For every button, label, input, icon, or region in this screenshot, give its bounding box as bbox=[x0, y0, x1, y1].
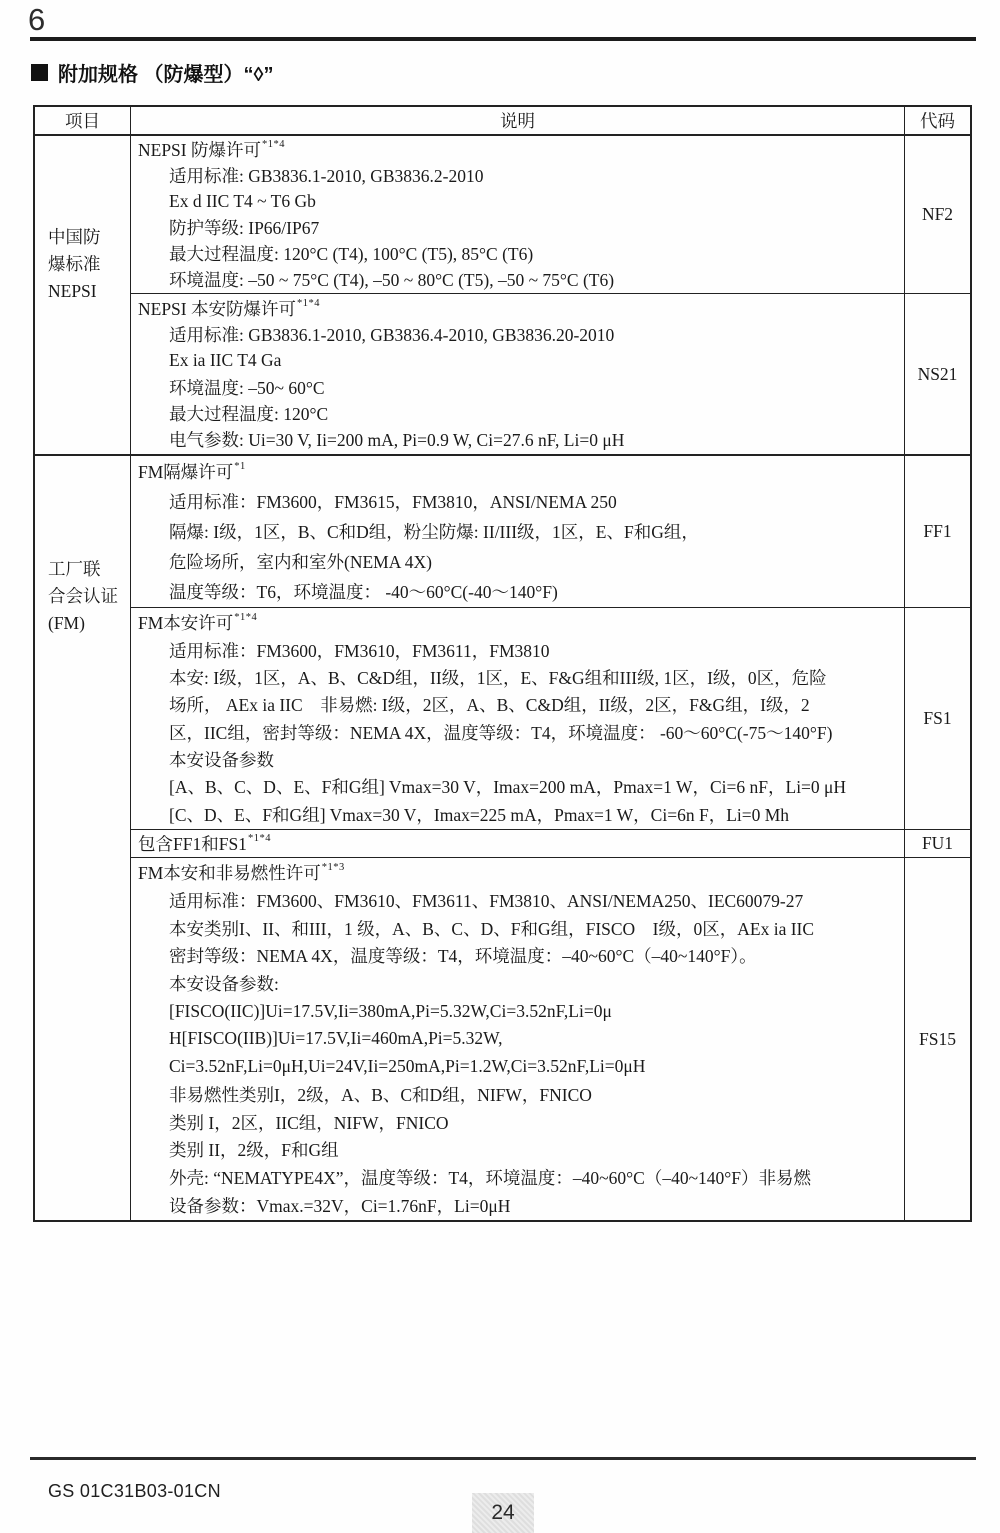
description-cell bbox=[131, 136, 904, 293]
description-line bbox=[131, 457, 902, 487]
description-line bbox=[131, 1025, 902, 1053]
table-group bbox=[35, 454, 970, 1220]
description-text: 适用标准: GB3836.1-2010, GB3836.2-2010 bbox=[169, 166, 484, 187]
option-code-cell: NS21 bbox=[904, 294, 970, 454]
description-text: 本安设备参数 bbox=[169, 750, 274, 771]
option-code-cell: FF1 bbox=[904, 456, 970, 607]
description-text: 适用标准: GB3836.1-2010, GB3836.4-2010, GB3836.20-2010 bbox=[169, 324, 615, 345]
option-code-cell: FU1 bbox=[904, 830, 970, 857]
item-category-cell bbox=[35, 136, 131, 454]
description-line bbox=[131, 773, 902, 800]
table-header-row bbox=[35, 107, 970, 136]
table-row bbox=[131, 608, 970, 830]
description-text: 包含FF1和FS1 bbox=[138, 834, 247, 854]
table-row bbox=[131, 294, 970, 454]
description-text: 最大过程温度: 120°C bbox=[169, 403, 329, 424]
footnote-marker: *1*4 bbox=[247, 833, 271, 844]
description-text: 环境温度: –50~ 60°C bbox=[169, 377, 325, 398]
description-line bbox=[131, 887, 902, 915]
description-line bbox=[131, 746, 902, 773]
item-category-cell bbox=[35, 456, 131, 1220]
description-text: FM本安和非易燃性许可 bbox=[138, 863, 321, 884]
page-corner-number: 6 bbox=[28, 2, 46, 37]
footnote-marker: *1*4 bbox=[234, 612, 258, 624]
item-category-line: 工厂联 bbox=[48, 559, 101, 579]
description-text: NEPSI 本安防爆许可 bbox=[138, 298, 296, 319]
section-bullet-icon bbox=[31, 64, 48, 81]
description-line bbox=[131, 1191, 902, 1219]
item-category-line: (FM) bbox=[48, 613, 85, 633]
description-line bbox=[131, 427, 902, 453]
description-text: 电气参数: Ui=30 V, Ii=200 mA, Pi=0.9 W, Ci=27.6 nF, Li=0 μH bbox=[169, 430, 625, 451]
description-line bbox=[131, 348, 902, 374]
description-line bbox=[131, 189, 902, 215]
description-cell bbox=[131, 608, 904, 829]
table-body bbox=[35, 136, 970, 1220]
description-cell bbox=[131, 294, 904, 454]
description-line bbox=[131, 609, 902, 636]
description-text: 区，IIC组，密封等级：NEMA 4X，温度等级：T4，环境温度： -60～60°C(-75～140°F) bbox=[169, 722, 833, 743]
description-line bbox=[131, 374, 902, 400]
description-line bbox=[131, 240, 902, 266]
table-row bbox=[131, 136, 970, 294]
table-header-item: 项目 bbox=[35, 107, 131, 134]
description-line bbox=[131, 801, 902, 828]
description-line bbox=[131, 163, 902, 189]
table-row bbox=[131, 858, 970, 1220]
description-text: 适用标准：FM3600，FM3610，FM3611，FM3810 bbox=[169, 640, 550, 661]
description-line bbox=[131, 1136, 902, 1164]
item-category-line: 爆标准 bbox=[48, 254, 101, 274]
section-title: 附加规格 （防爆型）“◊” bbox=[58, 64, 274, 86]
group-rows bbox=[131, 136, 970, 454]
description-line bbox=[131, 636, 902, 663]
description-text: 最大过程温度: 120°C (T4), 100°C (T5), 85°C (T6) bbox=[169, 243, 534, 264]
description-text: NEPSI 防爆许可 bbox=[138, 140, 261, 161]
description-text: 危险场所，室内和室外(NEMA 4X) bbox=[169, 551, 432, 572]
document-number: GS 01C31B03-01CN bbox=[48, 1481, 221, 1501]
top-horizontal-rule bbox=[30, 37, 976, 41]
description-text: [A、B、C、D、E、F和G组] Vmax=30 V，Imax=200 mA，Pmax=1 W，Ci=6 nF，Li=0 μH bbox=[169, 777, 847, 798]
description-text: 类别 I，2区，IIC组，NIFW，FNICO bbox=[169, 1112, 449, 1133]
description-text: 场所， AEx ia IIC 非易燃: I级，2区，A、B、C&D组，II级，2区，F&G组，I级，2 bbox=[169, 695, 810, 716]
table-header-description: 说明 bbox=[500, 111, 535, 131]
description-text: 适用标准：FM3600、FM3610、FM3611、FM3810、ANSI/NEMA250、IEC60079-27 bbox=[169, 891, 804, 912]
description-text: 设备参数：Vmax.=32V，Ci=1.76nF，Li=0μH bbox=[169, 1195, 511, 1216]
group-rows bbox=[131, 456, 970, 1220]
description-text: 本安类别I、II、和III，1 级，A、B、C、D、F和G组，FISCO I级，0区，AEx ia IIC bbox=[169, 918, 815, 939]
option-code-cell: NF2 bbox=[904, 136, 970, 293]
page-number-badge: 24 bbox=[472, 1493, 534, 1533]
description-line bbox=[131, 1164, 902, 1192]
description-line bbox=[131, 517, 902, 547]
description-line bbox=[131, 487, 902, 517]
item-category-line: 合会认证 bbox=[48, 586, 118, 606]
table-row bbox=[131, 830, 970, 858]
description-text: Ex d IIC T4 ~ T6 Gb bbox=[169, 191, 316, 212]
description-line bbox=[131, 691, 902, 718]
description-line bbox=[131, 914, 902, 942]
description-line bbox=[131, 321, 902, 347]
item-category-line: NEPSI bbox=[48, 281, 97, 301]
description-text: [C、D、E、F和G组] Vmax=30 V，Imax=225 mA，Pmax=1 W，Ci=6n F，Li=0 Mh bbox=[169, 804, 790, 825]
description-line bbox=[131, 831, 902, 856]
description-line bbox=[131, 295, 902, 321]
description-text: 外壳: “NEMATYPE4X”，温度等级：T4，环境温度：–40~60°C（–40~140°F）非易燃 bbox=[169, 1167, 812, 1188]
description-line bbox=[131, 719, 902, 746]
description-line bbox=[131, 942, 902, 970]
description-text: 本安: I级，1区，A、B、C&D组，II级，1区，E、F&G组和III级, 1区，I级，0区，危险 bbox=[169, 667, 827, 688]
description-text: 适用标准：FM3600，FM3615，FM3810，ANSI/NEMA 250 bbox=[169, 492, 617, 513]
description-line bbox=[131, 1108, 902, 1136]
description-line bbox=[131, 266, 902, 292]
description-text: 本安设备参数: bbox=[169, 974, 279, 995]
description-cell bbox=[131, 456, 904, 607]
description-text: 类别 II，2级，F和G组 bbox=[169, 1140, 339, 1161]
description-line bbox=[131, 970, 902, 998]
description-line bbox=[131, 214, 902, 240]
description-line bbox=[131, 664, 902, 691]
description-line bbox=[131, 1081, 902, 1109]
description-text: 隔爆: I级，1区，B、C和D组，粉尘防爆: II/III级，1区，E、F和G组， bbox=[169, 521, 699, 542]
description-text: [FISCO(IIC)]Ui=17.5V,Ii=380mA,Pi=5.32W,Ci=3.52nF,Li=0μ bbox=[169, 1000, 612, 1021]
description-text: Ci=3.52nF,Li=0μH,Ui=24V,Ii=250mA,Pi=1.2W,Ci=3.52nF,Li=0μH bbox=[169, 1056, 646, 1077]
table-header-code: 代码 bbox=[904, 107, 970, 134]
description-text: Ex ia IIC T4 Ga bbox=[169, 350, 282, 371]
description-text: 密封等级：NEMA 4X，温度等级：T4，环境温度：–40~60°C（–40~140°F）。 bbox=[169, 946, 757, 967]
description-text: 温度等级：T6，环境温度： -40～60°C(-40～140°F) bbox=[169, 581, 558, 602]
table-group bbox=[35, 136, 970, 454]
description-text: 非易燃性类别I，2级，A、B、C和D组，NIFW，FNICO bbox=[169, 1084, 592, 1105]
spec-table bbox=[33, 105, 972, 1222]
description-text: FM本安许可 bbox=[138, 613, 234, 634]
footnote-marker: *1 bbox=[234, 461, 246, 473]
description-text: 防护等级: IP66/IP67 bbox=[169, 217, 320, 238]
description-line bbox=[131, 576, 902, 606]
footnote-marker: *1*4 bbox=[262, 139, 285, 151]
table-row bbox=[131, 456, 970, 608]
description-line bbox=[131, 400, 902, 426]
description-cell bbox=[131, 858, 904, 1220]
description-line bbox=[131, 137, 902, 163]
description-cell bbox=[131, 830, 904, 857]
footnote-marker: *1*3 bbox=[321, 862, 345, 874]
description-line bbox=[131, 546, 902, 576]
description-line bbox=[131, 1053, 902, 1081]
footnote-marker: *1*4 bbox=[297, 297, 320, 309]
description-text: 环境温度: –50 ~ 75°C (T4), –50 ~ 80°C (T5), –50 ~ 75°C (T6) bbox=[169, 269, 615, 290]
description-text: FM隔爆许可 bbox=[138, 462, 234, 483]
footer-horizontal-rule bbox=[30, 1457, 976, 1460]
item-category-line: 中国防 bbox=[48, 227, 101, 247]
option-code-cell: FS1 bbox=[904, 608, 970, 829]
option-code-cell: FS15 bbox=[904, 858, 970, 1220]
description-text: H[FISCO(IIB)]Ui=17.5V,Ii=460mA,Pi=5.32W, bbox=[169, 1028, 503, 1049]
description-line bbox=[131, 859, 902, 887]
description-line bbox=[131, 997, 902, 1025]
section-heading bbox=[31, 58, 273, 87]
